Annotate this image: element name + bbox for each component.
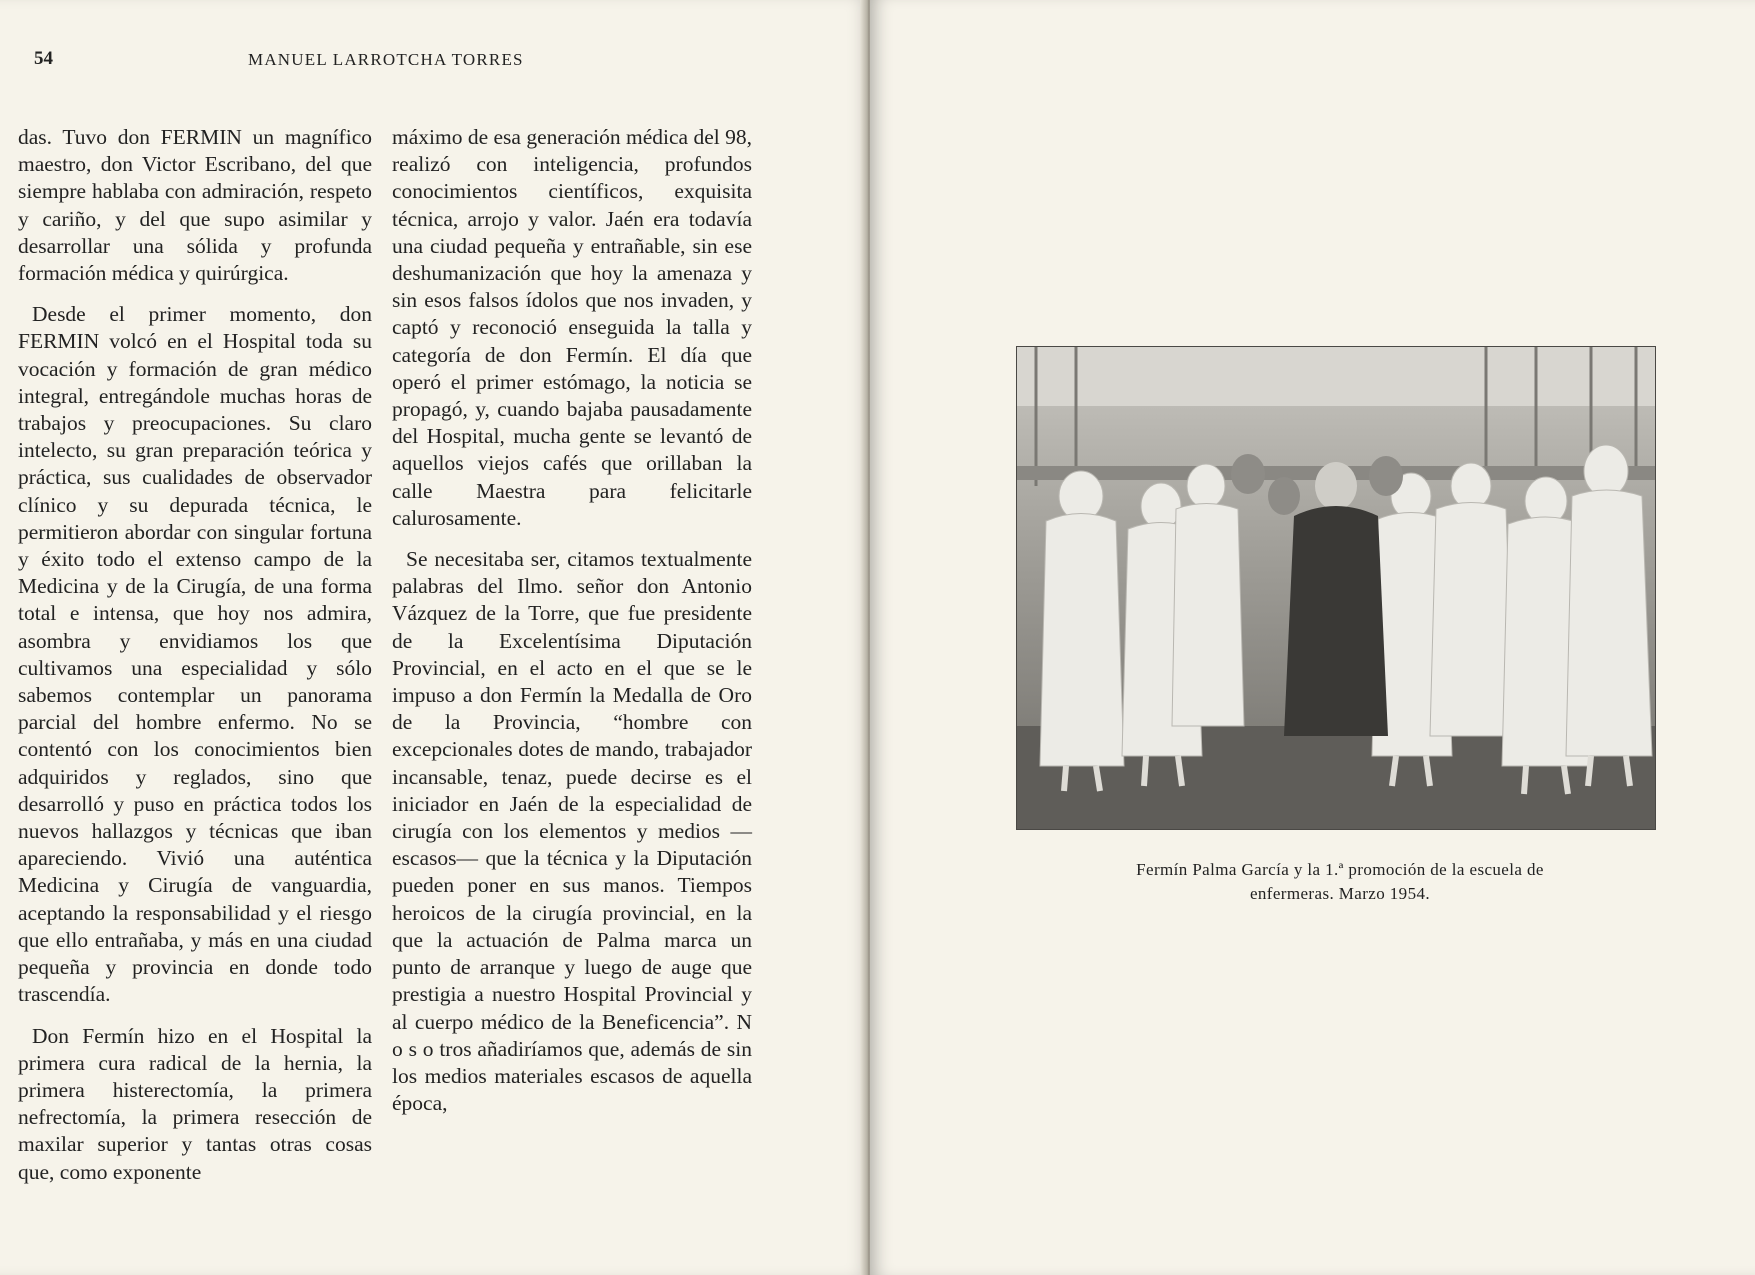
paragraph: Desde el primer momento, don FERMIN volcó en el Hospital toda su vocación y formación de gran médico integral, entregándole muchas horas de trabajos y preocupaciones. Su claro intelecto, su gran preparación teórica y práctica, sus cualidades de observador clínico y su depurada técnica, le permitieron abordar con singular fortuna y éxito todo el extenso campo de la Medicina y de la Cirugía, de una forma total e intensa, que hoy nos admira, asombra y envidiamos los que cultivamos una especialidad y sólo sabemos contemplar un panorama parcial del hombre enfermo. No se contentó con los conocimientos bien adquiridos y reglados, sino que desarrolló y puso en práctica todos los nuevos hallazgos y técnicas que iban apareciendo. Vivió una auténtica Medicina y Cirugía de vanguardia, aceptando la responsabilidad y el riesgo que ello entrañaba, y más en una ciudad pequeña y provincia en donde todo trascendía. <box>18 302 372 1007</box>
running-head: MANUEL LARROTCHA TORRES <box>248 50 524 69</box>
paragraph: das. Tuvo don FERMIN un magnífico maestro, don Victor Escribano, del que siempre hablaba con admiración, respeto y cariño, y del que supo asimilar y desarrollar una sólida y profunda formación médica y quirúrgica. <box>18 125 372 286</box>
paragraph: máximo de esa generación médica del 98, realizó con inteligencia, profundos conocimientos científicos, exquisita técnica, arrojo y valor. Jaén era todavía una ciudad pequeña y entrañable, sin ese deshumanización que hoy la amenaza y sin esos falsos ídolos que nos invaden, y captó y reconoció enseguida la talla y categoría de don Fermín. El día que operó el primer estómago, la noticia se propagó, y, cuando bajaba pausadamente del Hospital, mucha gente se levantó de aquellos viejos cafés que orillaban la calle Maestra para felicitarle calurosamente. <box>392 125 752 530</box>
caption-line-2: enfermeras. Marzo 1954. <box>1249 884 1431 903</box>
left-page <box>0 0 868 1275</box>
group-photograph <box>1016 346 1656 830</box>
text-column-left <box>18 124 372 1200</box>
page-number: 54 <box>34 48 53 69</box>
page-header <box>34 44 854 74</box>
photo-illustration <box>1016 346 1656 830</box>
caption-line-1: Fermín Palma García y la 1.ª promoción de la escuela de <box>1136 860 1544 879</box>
photo-caption <box>1040 858 1640 906</box>
text-column-right <box>392 124 752 1131</box>
paragraph: Se necesitaba ser, citamos textualmente palabras del Ilmo. señor don Antonio Vázquez de la Torre, que fue presidente de la Excelentísima Diputación Provincial, en el acto en el que se le impuso a don Fermín la Medalla de Oro de la Provincia, “hombre con excepcionales dotes de mando, trabajador incansable, tenaz, puede decirse es el iniciador en Jaén de la especialidad de cirugía con los elementos y medios —escasos— que la técnica y la Diputación pueden poner en sus manos. Tiempos heroicos de la cirugía provincial, en la que la actuación de Palma marca un punto de arranque y luego de auge que prestigia a nuestro Hospital Provincial y al cuerpo médico de la Beneficencia”. N o s o tros añadiríamos que, además de sin los medios materiales escasos de aquella época, <box>392 547 752 1116</box>
paragraph: Don Fermín hizo en el Hospital la primera cura radical de la hernia, la primera histerectomía, la primera nefrectomía, la primera resección de maxilar superior y tantas otras cosas que, como exponente <box>18 1023 372 1184</box>
